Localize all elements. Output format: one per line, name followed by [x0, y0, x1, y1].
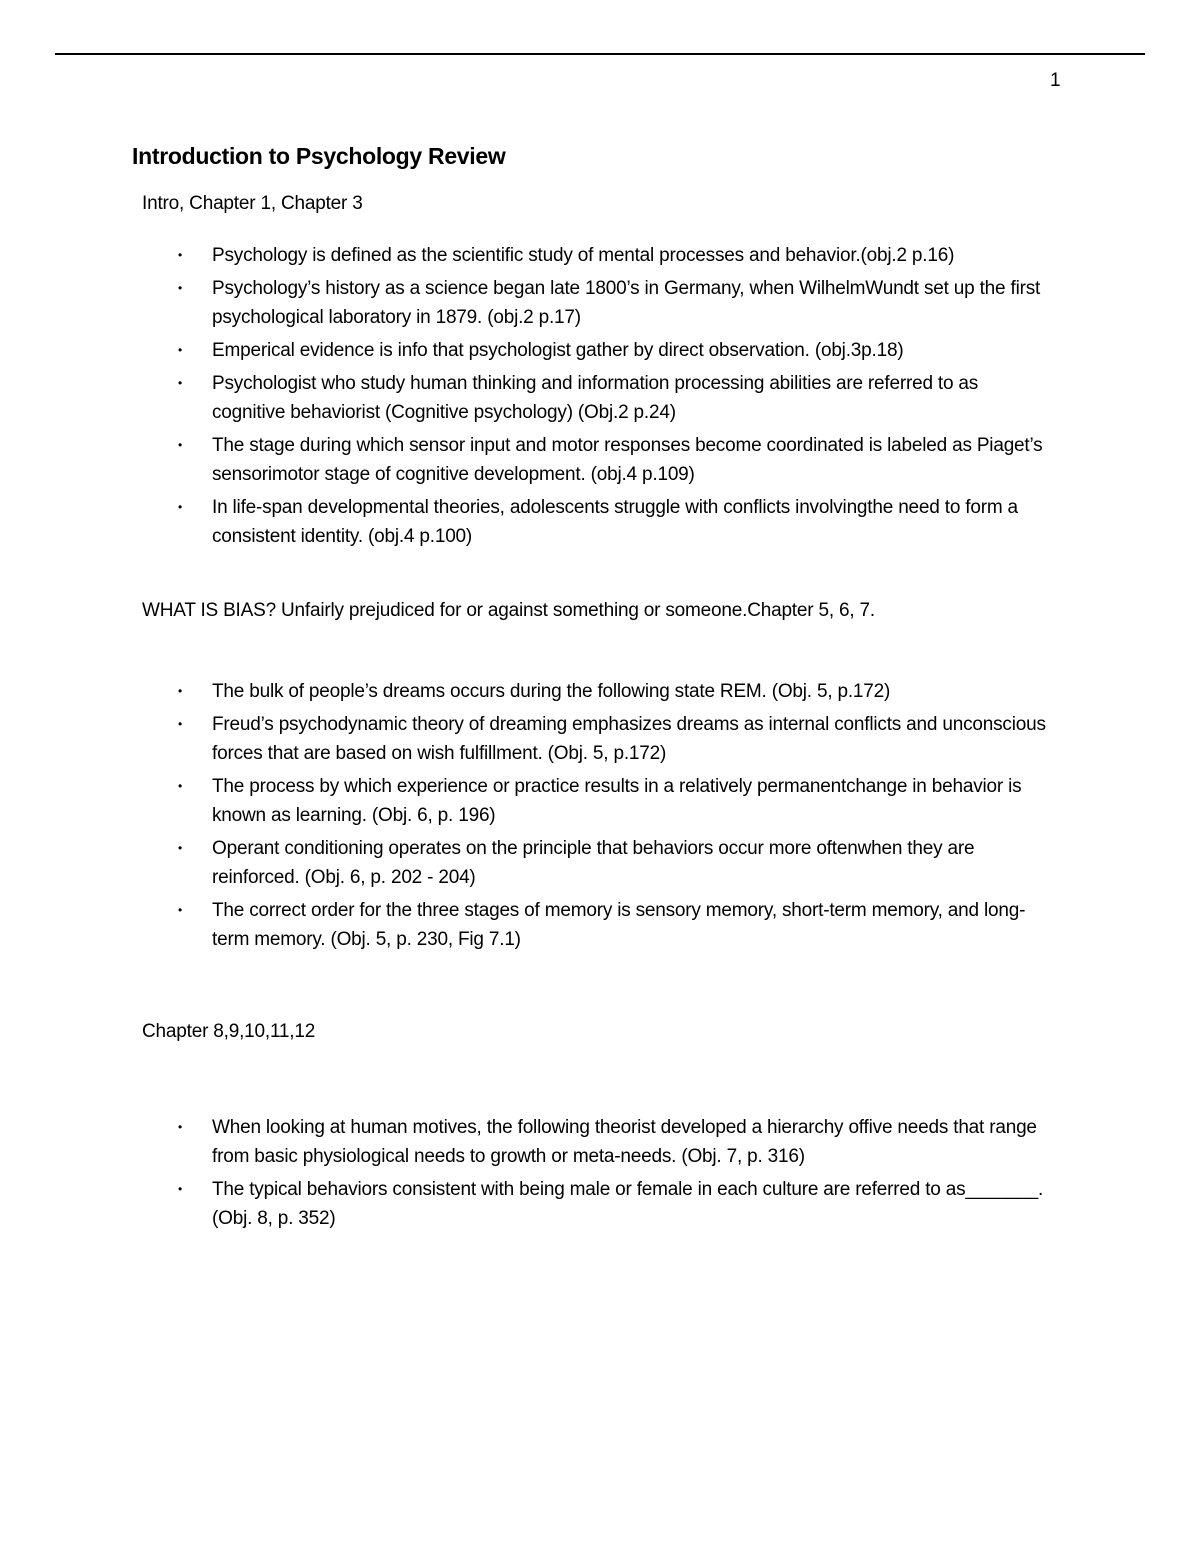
- list-item: [172, 1175, 1052, 1233]
- list-item-text: In life-span developmental theories, adolescents struggle with conflicts involvingthe need to form a consistent identity. (obj.4 p.100): [212, 497, 1018, 547]
- list-item: [172, 834, 1052, 892]
- section-heading-bias: WHAT IS BIAS? Unfairly prejudiced for or against something or someone.Chapter 5, 6, 7.: [142, 600, 875, 621]
- bullet-icon: •: [178, 500, 183, 514]
- section-heading-intro: Intro, Chapter 1, Chapter 3: [142, 193, 363, 214]
- bullet-icon: •: [178, 717, 183, 731]
- list-item-text: Operant conditioning operates on the principle that behaviors occur more oftenwhen they are reinforced. (Obj. 6, p. 202 - 204): [212, 838, 975, 888]
- bullet-icon: •: [178, 1182, 183, 1196]
- list-item-text: Emperical evidence is info that psychologist gather by direct observation. (obj.3p.18): [212, 340, 904, 361]
- bullet-icon: •: [178, 903, 183, 917]
- list-item-text: The stage during which sensor input and motor responses become coordinated is labeled as Piaget’s sensorimotor stage of cognitive development. (obj.4 p.109): [212, 435, 1043, 485]
- list-item-text: Freud’s psychodynamic theory of dreaming emphasizes dreams as internal conflicts and unconscious forces that are based on wish fulfillment. (Obj. 5, p.172): [212, 714, 1046, 764]
- list-item: [172, 896, 1052, 954]
- bullet-icon: •: [178, 684, 183, 698]
- list-item-text: Psychology’s history as a science began late 1800’s in Germany, when WilhelmWundt set up the first psychological laboratory in 1879. (obj.2 p.17): [212, 278, 1041, 328]
- list-item: [172, 677, 1052, 706]
- list-item-text: When looking at human motives, the following theorist developed a hierarchy offive needs that range from basic physiological needs to growth or meta-needs. (Obj. 7, p. 316): [212, 1117, 1037, 1167]
- bullet-icon: •: [178, 779, 183, 793]
- list-item-text: The typical behaviors consistent with being male or female in each culture are referred to as_______. (Obj. 8, p. 352): [212, 1179, 1044, 1229]
- list-item: [172, 274, 1052, 332]
- list-item-text: Psychologist who study human thinking and information processing abilities are referred to as cognitive behaviorist (Cognitive psychology) (Obj.2 p.24): [212, 373, 979, 423]
- list-item: [172, 493, 1052, 551]
- bullet-icon: •: [178, 376, 183, 390]
- list-item: [172, 431, 1052, 489]
- list-item: [172, 241, 1052, 270]
- bullet-icon: •: [178, 281, 183, 295]
- page-number: 1: [1050, 70, 1061, 91]
- bullet-icon: •: [178, 438, 183, 452]
- bullet-list-bias: [172, 677, 1052, 958]
- list-item-text: The process by which experience or practice results in a relatively permanentchange in behavior is known as learning. (Obj. 6, p. 196): [212, 776, 1022, 826]
- bullet-list-intro: [172, 241, 1052, 555]
- list-item: [172, 772, 1052, 830]
- list-item: [172, 710, 1052, 768]
- list-item-text: The correct order for the three stages of memory is sensory memory, short-term memory, and long-term memory. (Obj. 5, p. 230, Fig 7.1): [212, 900, 1026, 950]
- page-title: Introduction to Psychology Review: [132, 143, 506, 169]
- list-item: [172, 1113, 1052, 1171]
- bullet-list-chapters: [172, 1113, 1052, 1237]
- section-heading-chapters: Chapter 8,9,10,11,12: [142, 1021, 316, 1042]
- list-item-text: The bulk of people’s dreams occurs during the following state REM. (Obj. 5, p.172): [212, 681, 891, 702]
- list-item: [172, 369, 1052, 427]
- header-rule: [55, 53, 1145, 55]
- bullet-icon: •: [178, 841, 183, 855]
- list-item-text: Psychology is defined as the scientific study of mental processes and behavior.(obj.2 p.16): [212, 245, 955, 266]
- bullet-icon: •: [178, 343, 183, 357]
- list-item: [172, 336, 1052, 365]
- bullet-icon: •: [178, 1120, 183, 1134]
- bullet-icon: •: [178, 248, 183, 262]
